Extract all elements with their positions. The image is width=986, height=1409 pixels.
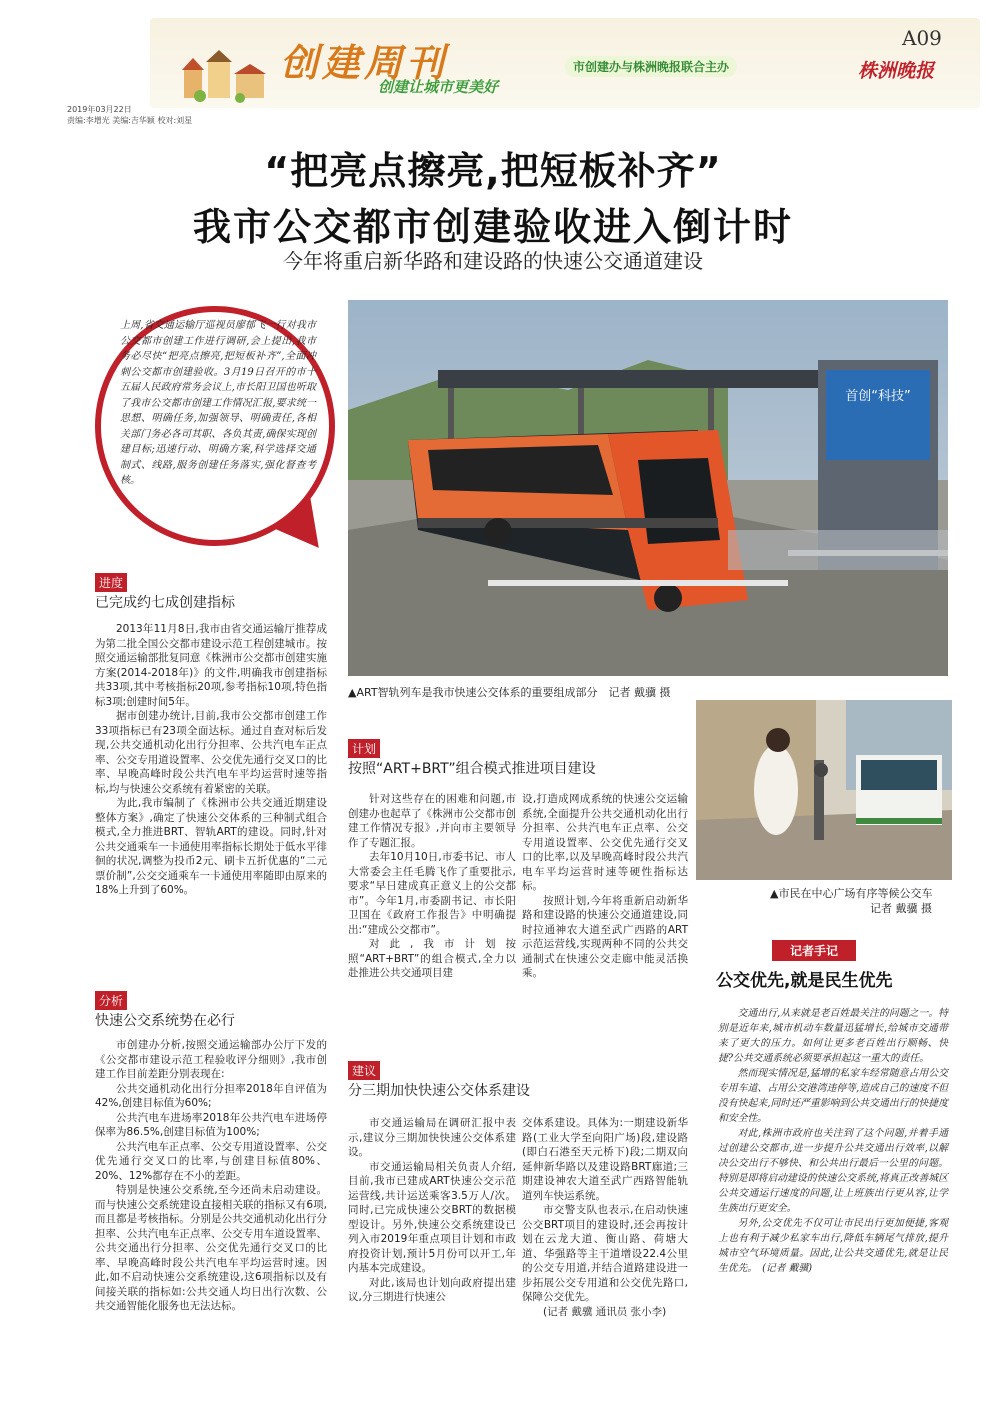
paragraph: 对此,该局也计划向政府提出建议,分三期进行快速公: [348, 1276, 516, 1303]
editor-credits: 责编:李增光 美编:吉华颖 校对:刘星: [67, 116, 193, 125]
paragraph: 公共汽电车进场率2018年公共汽电车进场停保率为86.5%,创建目标值为100%;: [95, 1111, 327, 1138]
newspaper-name: 株洲晚报: [858, 60, 935, 82]
section-progress-body: [95, 622, 327, 898]
section-tag: 计划: [348, 739, 380, 758]
paragraph: 设,打造成网成系统的快速公交运输系统,全面提升公共交通机动化出行分担率、公共汽电车正点率、公交专用道设置率、公交优先通行交叉口的比率,以及早晚高峰时段公共汽电车平均运营时速等硬性指标达标。: [522, 793, 688, 892]
headline-line-2: 我市公交都市创建验收进入倒计时: [192, 205, 793, 249]
station-sign-text: 首创“科技”: [845, 389, 911, 404]
section-plan-header: [348, 738, 688, 778]
section-tag: 分析: [95, 991, 127, 1010]
paragraph: 市交通运输局在调研汇报中表示,建议分三期加快快速公交体系建设。: [348, 1117, 516, 1158]
section-title: 分三期加快快速公交体系建设: [348, 1083, 530, 1099]
paragraph: 对此,株洲市政府也关注到了这个问题,并着手通过创建公交都市,进一步提升公共交通出行效率,以解决公交出行不够快、和公共出行最后一公里的问题。特别是即将启动建设的快速公交系统,将真正改善城区公共交通运行速度的问题,让上班族出行更从容,让学生族出行更安全。: [718, 1128, 948, 1214]
bus-stop-illustration: [696, 700, 952, 880]
headline-line-1: “把亮点擦亮,把短板补齐”: [264, 149, 722, 193]
bus-stop-photo: [696, 700, 952, 880]
art-train-illustration: [348, 300, 948, 676]
brand-title: 创建周刊: [280, 40, 449, 85]
commentary-title: 公交优先,就是民生优先: [716, 971, 893, 991]
photo2-credit: 记者 戴骥 摄: [870, 902, 932, 915]
art-train-photo: [348, 300, 948, 676]
section-tag: 建议: [348, 1061, 380, 1080]
section-plan-body-left: [348, 792, 516, 981]
section-analysis-body: [95, 1038, 327, 1314]
paragraph: 据市创建办统计,目前,我市公交都市创建工作33项指标已有23项全面达标。通过自查对标后发现,公共交通机动化出行分担率、公共汽电车正点率、公交专用道设置率、公交优先通行交叉口的比率、早晚高峰时段公共汽电车平均运营时速等指标,均与快速公交系统有着紧密的关联。: [95, 710, 327, 795]
issue-date: 2019年03月22日: [67, 105, 132, 114]
photo2-caption-text: ▲市民在中心广场有序等候公交车: [770, 887, 933, 900]
section-title: 已完成约七成创建指标: [95, 595, 235, 611]
page-number: A09: [902, 26, 942, 50]
paragraph: 针对这些存在的困难和问题,市创建办也起草了《株洲市公交都市创建工作情况专报》,并向市主要领导作了专题汇报。: [348, 793, 516, 849]
paragraph: 公共交通机动化出行分担率2018年自评值为42%,创建目标值为60%;: [95, 1082, 327, 1109]
joint-sponsor-badge: 市创建办与株洲晚报联合主办: [565, 56, 737, 77]
paragraph: 交体系建设。具体为:一期建设新华路(工业大学至向阳广场)段,建设路(即白石港至天元桥下)段;二期双向延伸新华路以及建设路BRT廊道;三期建设神农大道至武广西路智能轨道列车快运系统。: [522, 1117, 688, 1202]
photo2-caption: [770, 886, 960, 916]
paragraph: 公共汽电车正点率、公交专用道设置率、公交优先通行交叉口的比率,与创建目标值80%、20%、12%都存在不小的差距。: [95, 1140, 327, 1182]
paragraph: 交通出行,从来就是老百姓最关注的问题之一。特别是近年来,城市机动车数量迅猛增长,给城市交通带来了更大的压力。如何让更多老百姓出行顺畅、快捷?公共交通系统必须要承担起这一重大的责任。: [718, 1008, 948, 1064]
lead-paragraph: 上周,省交通运输厅巡视员廖郁飞一行对我市公交都市创建工作进行调研,会上提出,我市务必尽快“把亮点擦亮,把短板补齐”,全面冲刺公交都市创建验收。3月19日召开的市十五届人民政府常务会议上,市长阳卫国也听取了我市公交都市创建工作情况汇报,要求统一思想、明确任务,加强领导、明确责任,各相关部门务必各司其职、各负其责,确保实现创建目标;迅速行动、明确方案,科学选择交通制式、线路,服务创建任务落实,强化督查考核。: [120, 320, 316, 486]
brand-slogan: 创建让城市更美好: [378, 78, 499, 96]
paragraph: 市交通运输局相关负责人介绍,目前,我市已建成ART快速公交示范运营线,共计运送乘客3.5万人/次。同时,已完成快速公交BRT的数据模型设计。另外,快速公交系统建设已列入市2019年重点项目计划和市政府投资计划,预计5月份可以开工,年内基本完成建设。: [348, 1160, 516, 1274]
paragraph: 去年10月10日,市委书记、市人大常委会主任毛腾飞作了重要批示,要求“早日建成真正意义上的公交都市”。今年1月,市委副书记、市长阳卫国在《政府工作报告》中明确提出:“建成公交都市”。: [348, 851, 516, 936]
section-title: 快速公交系统势在必行: [95, 1013, 235, 1029]
paragraph: 按照计划,今年将重新启动新华路和建设路的快速公交通道建设,同时拉通神农大道至武广西路的ART示范运营线,实现两种不同的公共交通制式在快速公交走廊中能灵活换乘。: [522, 894, 688, 979]
section-suggest-body-right: [522, 1116, 688, 1319]
section-suggest-header: [348, 1060, 688, 1100]
section-progress-header: [95, 572, 335, 612]
masthead: [150, 18, 980, 108]
paragraph: 市创建办分析,按照交通运输部办公厅下发的《公交都市建设示范工程验收评分细则》,我市创建工作目前差距分别表现在:: [95, 1039, 327, 1080]
byline: (记者 戴骥 通讯员 张小李): [543, 1305, 667, 1318]
commentary-tag: 记者手记: [772, 940, 856, 961]
paragraph: 对此,我市计划按照“ART+BRT”的组合模式,全力以赴推进公共交通项目建: [348, 938, 516, 979]
section-tag: 进度: [95, 573, 127, 592]
paragraph: 为此,我市编制了《株洲市公共交通近期建设整体方案》,确定了快速公交体系的三种制式组合模式,全力推进BRT、智轨ART的建设。同时,针对公共交通乘车一卡通使用率指标长期处于低水平徘徊的状况,调整为投币2元、刷卡五折优惠的“二元票价制”,公交交通乘车一卡通使用率随即由原来的18%上升到了60%。: [95, 797, 327, 896]
section-suggest-body-left: [348, 1116, 516, 1305]
paragraph: 然而现实情况是,猛增的私家车经常随意占用公交专用车道、占用公交港湾违停等,造成自己的速度不但没有快起来,同时还严重影响到公共交通出行的快捷度和安全性。: [718, 1068, 948, 1124]
photo1-caption: ▲ART智轨列车是我市快速公交体系的重要组成部分 记者 戴骥 摄: [348, 686, 671, 699]
section-title: 按照“ART+BRT”组合模式推进项目建设: [348, 761, 596, 777]
paragraph: 2013年11月8日,我市由省交通运输厅推荐成为第二批全国公交都市建设示范工程创建城市。按照交通运输部批复同意《株洲市公交都市创建实施方案(2014-2018年)》的文件,明确我市创建指标共33项,其中考核指标20项,参考指标10项,特色指标3项;创建时间5年。: [95, 623, 327, 708]
paragraph: 特别是快速公交系统,至今还尚未启动建设。而与快速公交系统建设直接相关联的指标又有6项,而且都是考核指标。分别是公共交通机动化出行分担率、公共汽电车正点率、公交专用车道设置率、公共交通出行分担率、公交优先通行交叉口的比率、早晚高峰时段公共汽电车平均运营时速。因此,如不启动快速公交系统建设,这6项指标以及有间接关联的指标如:公共交通人均日出行次数、公共交通智能化服务也无法达标。: [95, 1184, 327, 1312]
headline-subtitle: 今年将重启新华路和建设路的快速公交通道建设: [283, 249, 703, 273]
town-illustration: [180, 48, 270, 103]
section-analysis-header: [95, 990, 335, 1030]
issue-meta: [67, 104, 192, 126]
paragraph: 另外,公交优先不仅可让市民出行更加便捷,客观上也有利于减少私家车出行,降低车辆尾气排放,提升城市空气环境质量。因此,让公共交通优先,就是让民生优先。 (记者 戴骥): [718, 1218, 948, 1274]
paragraph: 市交警支队也表示,在启动快速公交BRT项目的建设时,还会再按计划在云龙大道、衡山路、荷塘大道、华强路等主干道增设22.4公里的公交专用道,并结合道路建设进一步拓展公交专用道和公交优先路口,保障公交优先。: [522, 1204, 688, 1303]
commentary-body: [718, 1006, 948, 1276]
section-plan-body-right: [522, 792, 688, 981]
